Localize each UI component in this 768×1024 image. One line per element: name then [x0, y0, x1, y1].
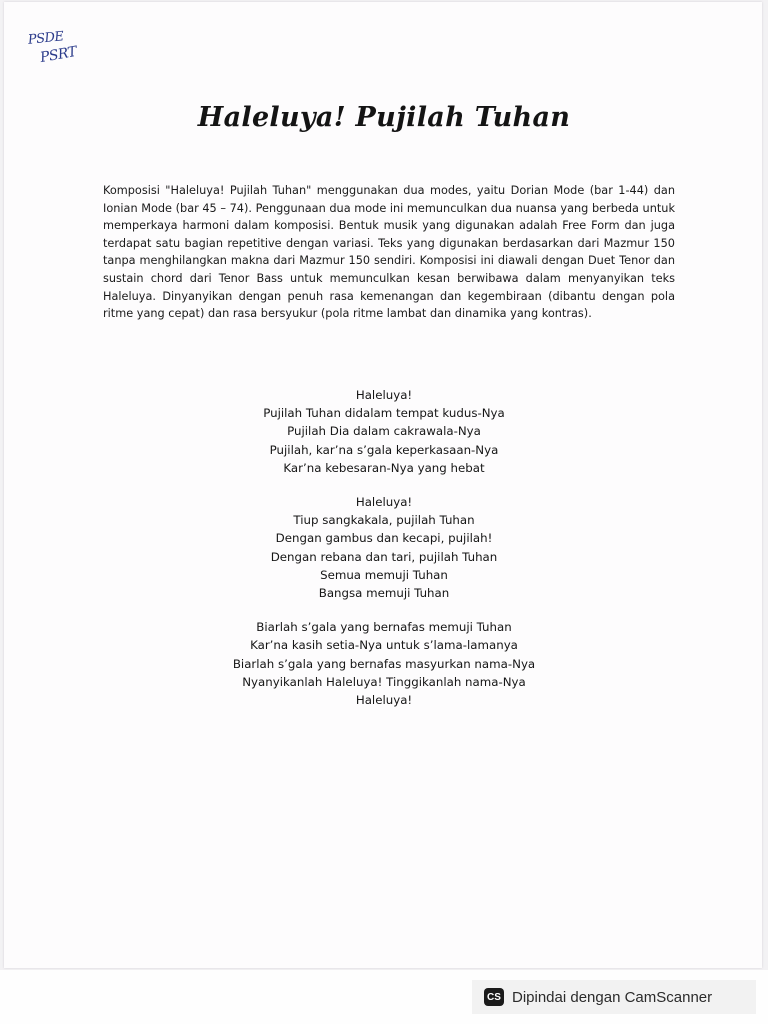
- camscanner-watermark: [472, 980, 756, 1014]
- lyric-line: Bangsa memuji Tuhan: [318, 586, 450, 601]
- lyric-line: Semua memuji Tuhan: [320, 567, 448, 582]
- lyric-line: Biarlah s’gala yang bernafas memuji Tuhan: [256, 620, 512, 635]
- lyric-line: Haleluya!: [355, 693, 413, 708]
- lyrics-stanza-1: [0, 386, 768, 477]
- lyric-line: Dengan rebana dan tari, pujilah Tuhan: [270, 549, 498, 564]
- camscanner-icon: CS: [484, 988, 504, 1006]
- lyric-line: Haleluya!: [355, 495, 413, 510]
- lyric-line: Pujilah Dia dalam cakrawala-Nya: [287, 424, 481, 439]
- lyric-line: Biarlah s’gala yang bernafas masyurkan nama-Nya: [232, 656, 536, 671]
- composition-description: Komposisi "Haleluya! Pujilah Tuhan" menggunakan dua modes, yaitu Dorian Mode (bar 1-44) dan Ionian Mode (bar 45 – 74). Penggunaan dua mode ini memunculkan dua nuansa yang berbeda untuk memperkaya harmoni dalam komposisi. Bentuk musik yang digunakan adalah Free Form dan juga terdapat satu bagian repetitive dengan variasi. Teks yang digunakan berdasarkan dari Mazmur 150 tanpa menghilangkan makna dari Mazmur 150 sendiri. Komposisi ini diawali dengan Duet Tenor dan sustain chord dari Tenor Bass untuk memunculkan kesan berwibawa dalam menyanyikan teks Haleluya. Dinyanyikan dengan penuh rasa kemenangan dan kegembiraan (dibantu dengan pola ritme yang cepat) dan rasa bersyukur (pola ritme lambat dan dinamika yang kontras).: [103, 184, 675, 321]
- lyric-line: Kar’na kebesaran-Nya yang hebat: [283, 460, 485, 475]
- handwritten-note-line-2: PSRT: [38, 43, 78, 67]
- lyric-line: Haleluya!: [355, 388, 413, 402]
- lyrics-stanza-3: [0, 618, 768, 709]
- lyric-line: Pujilah, kar’na s’gala keperkasaan-Nya: [269, 442, 499, 457]
- handwritten-note: [27, 29, 98, 82]
- lyric-line: Pujilah Tuhan didalam tempat kudus-Nya: [263, 406, 505, 421]
- lyric-line: Tiup sangkakala, pujilah Tuhan: [293, 513, 475, 528]
- lyrics: [0, 386, 768, 725]
- camscanner-watermark-text: Dipindai dengan CamScanner: [512, 988, 713, 1006]
- page-title: Haleluya! Pujilah Tuhan: [197, 102, 571, 133]
- lyric-line: Nyanyikanlah Haleluya! Tinggikanlah nama-Nya: [242, 674, 526, 689]
- lyrics-stanza-2: [0, 493, 768, 602]
- lyric-line: Kar’na kasih setia-Nya untuk s’lama-lamanya: [250, 638, 518, 653]
- lyric-line: Dengan gambus dan kecapi, pujilah!: [275, 531, 493, 546]
- handwritten-note-line-1: PSDE: [27, 29, 65, 48]
